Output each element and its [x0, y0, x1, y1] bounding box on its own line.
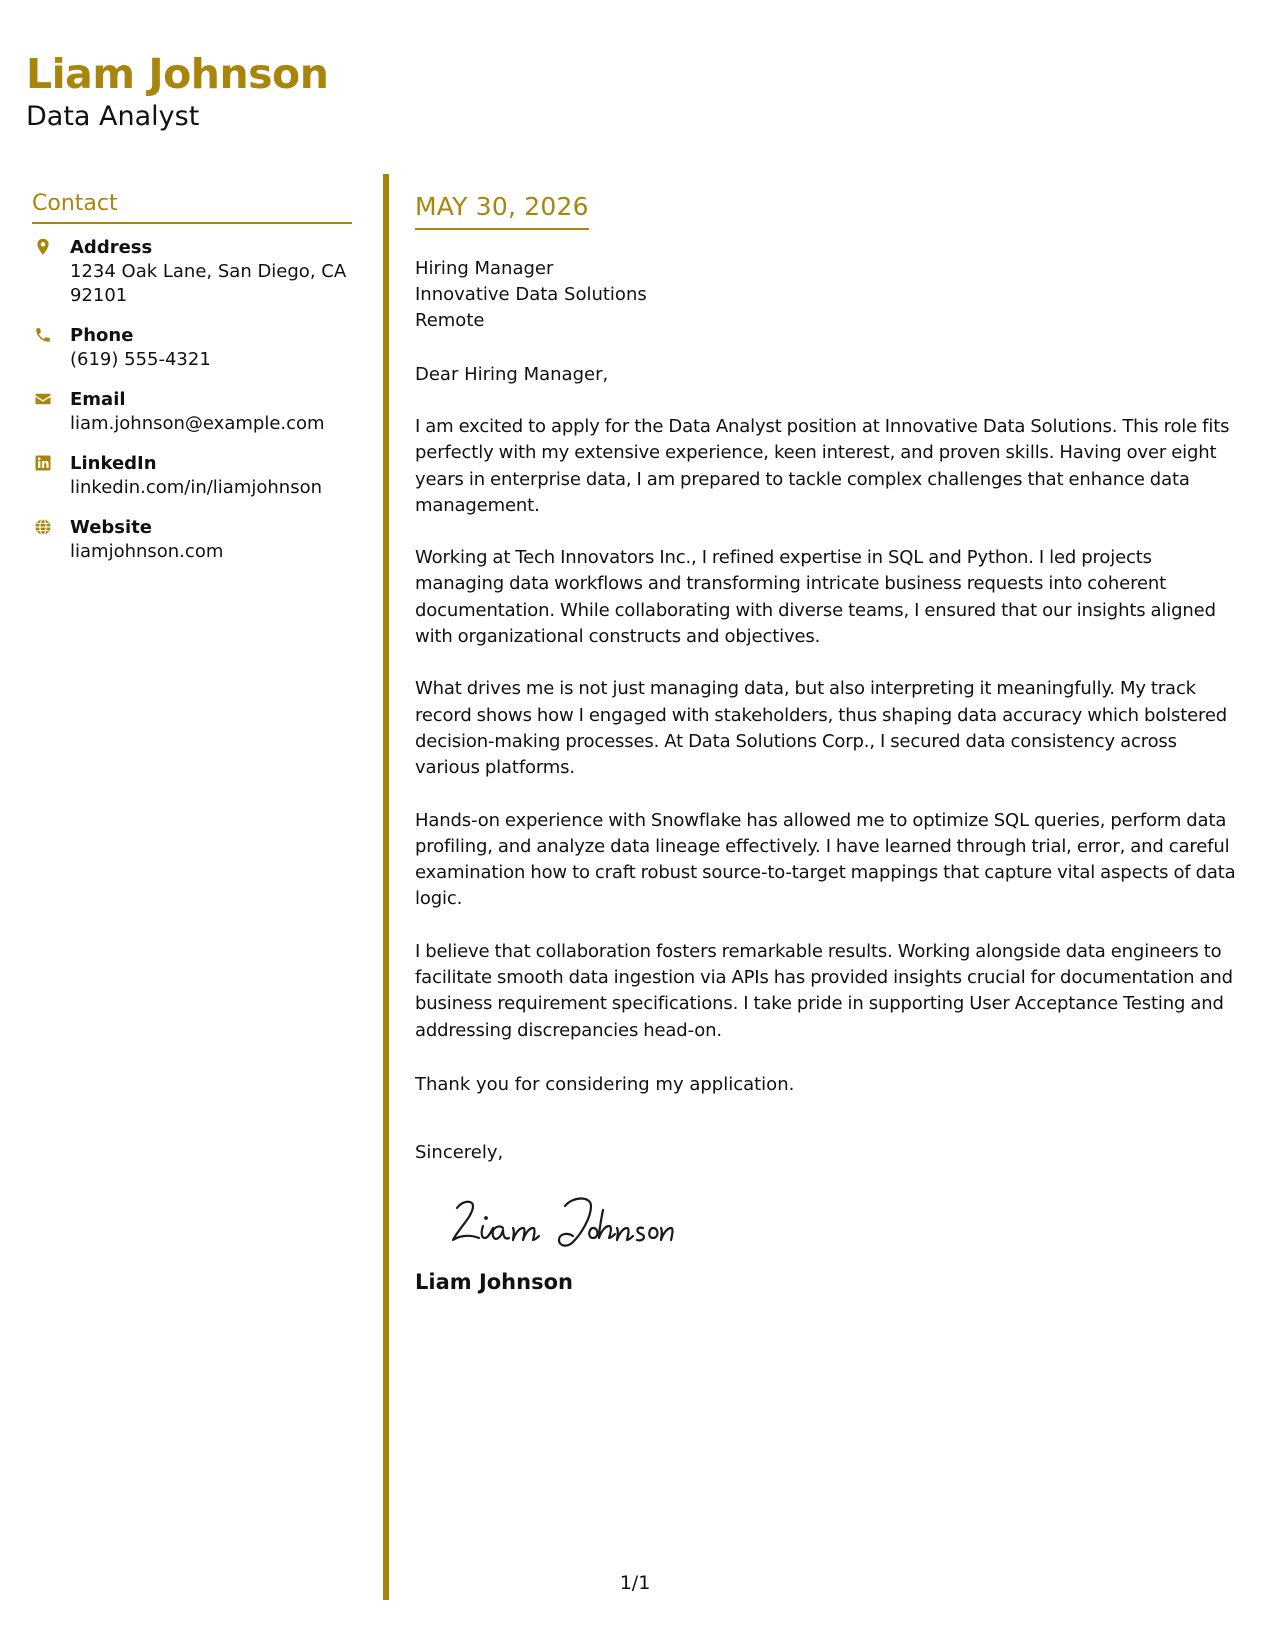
- globe-icon: [34, 518, 52, 536]
- recipient-line: Remote: [415, 310, 485, 331]
- page-number: 1/1: [619, 1572, 651, 1594]
- recipient-line: Innovative Data Solutions: [415, 284, 647, 305]
- linkedin-icon: [34, 454, 52, 472]
- recipient-line: Hiring Manager: [415, 258, 554, 279]
- contact-value: liamjohnson.com: [70, 541, 224, 562]
- signoff: Sincerely,: [415, 1141, 504, 1163]
- contact-label: Phone: [70, 325, 134, 346]
- signer-name: Liam Johnson: [415, 1269, 573, 1294]
- contact-linkedin: [32, 452, 352, 500]
- applicant-role: Data Analyst: [26, 101, 200, 132]
- body-paragraph: Working at Tech Innovators Inc., I refined expertise in SQL and Python. I led projects managing data workflows and transforming intricate business requests into coherent documentation. While collaborating with diverse teams, I ensured that our insights aligned with organizational constructs and objectives.: [415, 547, 1216, 648]
- column-divider: [383, 174, 389, 1600]
- contact-email: [32, 388, 352, 436]
- body-paragraph: Hands-on experience with Snowflake has allowed me to optimize SQL queries, perform data profiling, and analyze data lineage effectively. I have learned through trial, error, and careful examination how to craft robust source-to-target mappings that capture vital aspects of data logic.: [415, 809, 1236, 910]
- contact-value: (619) 555-4321: [70, 349, 211, 370]
- applicant-name: Liam Johnson: [26, 50, 329, 98]
- recipient-block: [415, 256, 1245, 334]
- body-paragraph: I believe that collaboration fosters remarkable results. Working alongside data engineers to facilitate smooth data ingestion via APIs has provided insights crucial for documentation and business requirement specifications. I take pride in supporting User Acceptance Testing and addressing discrepancies head-on.: [415, 940, 1233, 1041]
- handwritten-signature: [437, 1188, 677, 1252]
- contact-website: [32, 516, 352, 564]
- contact-sidebar: [32, 190, 352, 580]
- contact-address: [32, 236, 352, 308]
- phone-icon: [34, 326, 52, 344]
- contact-label: Email: [70, 389, 126, 410]
- closing-line: Thank you for considering my application.: [415, 1073, 795, 1095]
- contact-label: Website: [70, 517, 153, 538]
- contact-list: [32, 236, 352, 564]
- body-paragraph: What drives me is not just managing data, but also interpreting it meaningfully. My track record shows how I engaged with stakeholders, thus shaping data accuracy which bolstered decision-making processes. At Data Solutions Corp., I secured data consistency across various platforms.: [415, 678, 1228, 779]
- letter-date: MAY 30, 2026: [415, 190, 589, 230]
- header: [26, 48, 328, 134]
- map-pin-icon: [34, 238, 52, 256]
- envelope-icon: [34, 390, 52, 408]
- contact-value: 1234 Oak Lane, San Diego, CA 92101: [70, 261, 347, 306]
- contact-value: liam.johnson@example.com: [70, 413, 325, 434]
- contact-phone: [32, 324, 352, 372]
- contact-label: LinkedIn: [70, 453, 157, 474]
- body-paragraph: I am excited to apply for the Data Analyst position at Innovative Data Solutions. This role fits perfectly with my extensive experience, keen interest, and proven skills. Having over eight years in enterprise data, I am prepared to tackle complex challenges that enhance data management.: [415, 416, 1230, 516]
- letter-body: [415, 190, 1245, 1296]
- contact-heading: Contact: [32, 190, 352, 224]
- contact-value: linkedin.com/in/liamjohnson: [70, 477, 322, 498]
- contact-label: Address: [70, 237, 153, 258]
- salutation: Dear Hiring Manager,: [415, 364, 609, 385]
